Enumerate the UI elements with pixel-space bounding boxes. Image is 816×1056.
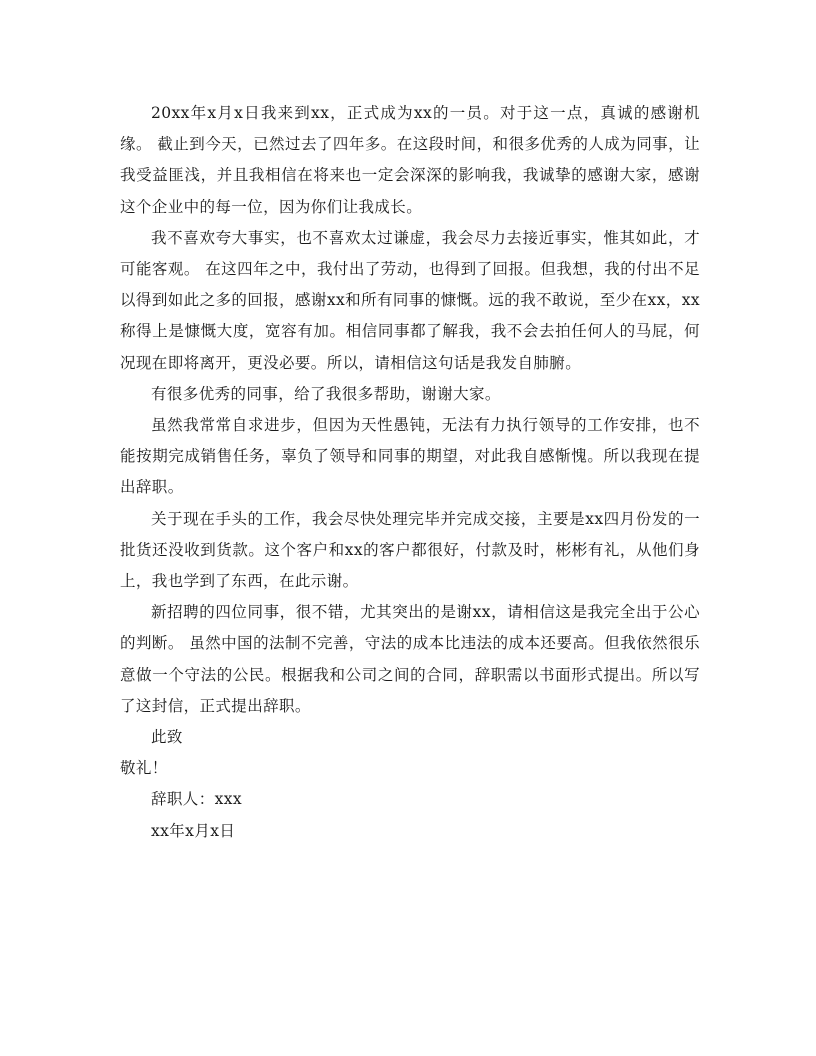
paragraph-2: 我不喜欢夸大事实，也不喜欢太过谦虚，我会尽力去接近事实，惟其如此，才可能客观。 在这四年之中，我付出了劳动，也得到了回报。但我想，我的付出不足以得到如此之多的回报，感谢xx和所有同事的慷慨。远的我不敢说，至少在xx，xx称得上是慷慨大度，宽容有加。相信同事都了解我，我不会去拍任何人的马屁，何况现在即将离开，更没必要。所以，请相信这句话是我发自肺腑。 [120, 228, 700, 372]
paragraph-5: 关于现在手头的工作，我会尽快处理完毕并完成交接，主要是xx四月份发的一批货还没收到货款。这个客户和xx的客户都很好，付款及时，彬彬有礼，从他们身上，我也学到了东西，在此示谢。 [120, 509, 700, 591]
date-line: xx年x月x日 [151, 821, 236, 840]
signature-line: 辞职人：xxx [151, 790, 243, 809]
paragraph-6: 新招聘的四位同事，很不错，尤其突出的是谢xx，请相信这是我完全出于公心的判断。 虽然中国的法制不完善，守法的成本比违法的成本还要高。但我依然很乐意做一个守法的公民。根据我和公司之间的合同，辞职需以书面形式提出。所以写了这封信，正式提出辞职。 [120, 603, 700, 715]
paragraph-1: 20xx年x月x日我来到xx，正式成为xx的一员。对于这一点，真诚的感谢机缘。 截止到今天，已然过去了四年多。在这段时间，和很多优秀的人成为同事，让我受益匪浅，并且我相信在将来也一定会深深的影响我，我诚挚的感谢大家，感谢这个企业中的每一位，因为你们让我成长。 [120, 104, 700, 216]
paragraph-3: 有很多优秀的同事，给了我很多帮助，谢谢大家。 [151, 384, 501, 403]
paragraph-4: 虽然我常常自求进步，但因为天性愚钝，无法有力执行领导的工作安排，也不能按期完成销售任务，辜负了领导和同事的期望，对此我自感惭愧。所以我现在提出辞职。 [120, 416, 700, 497]
closing-line: 此致 [151, 728, 183, 747]
salutation-line: 敬礼！ [120, 759, 168, 778]
letter-body [120, 98, 700, 847]
